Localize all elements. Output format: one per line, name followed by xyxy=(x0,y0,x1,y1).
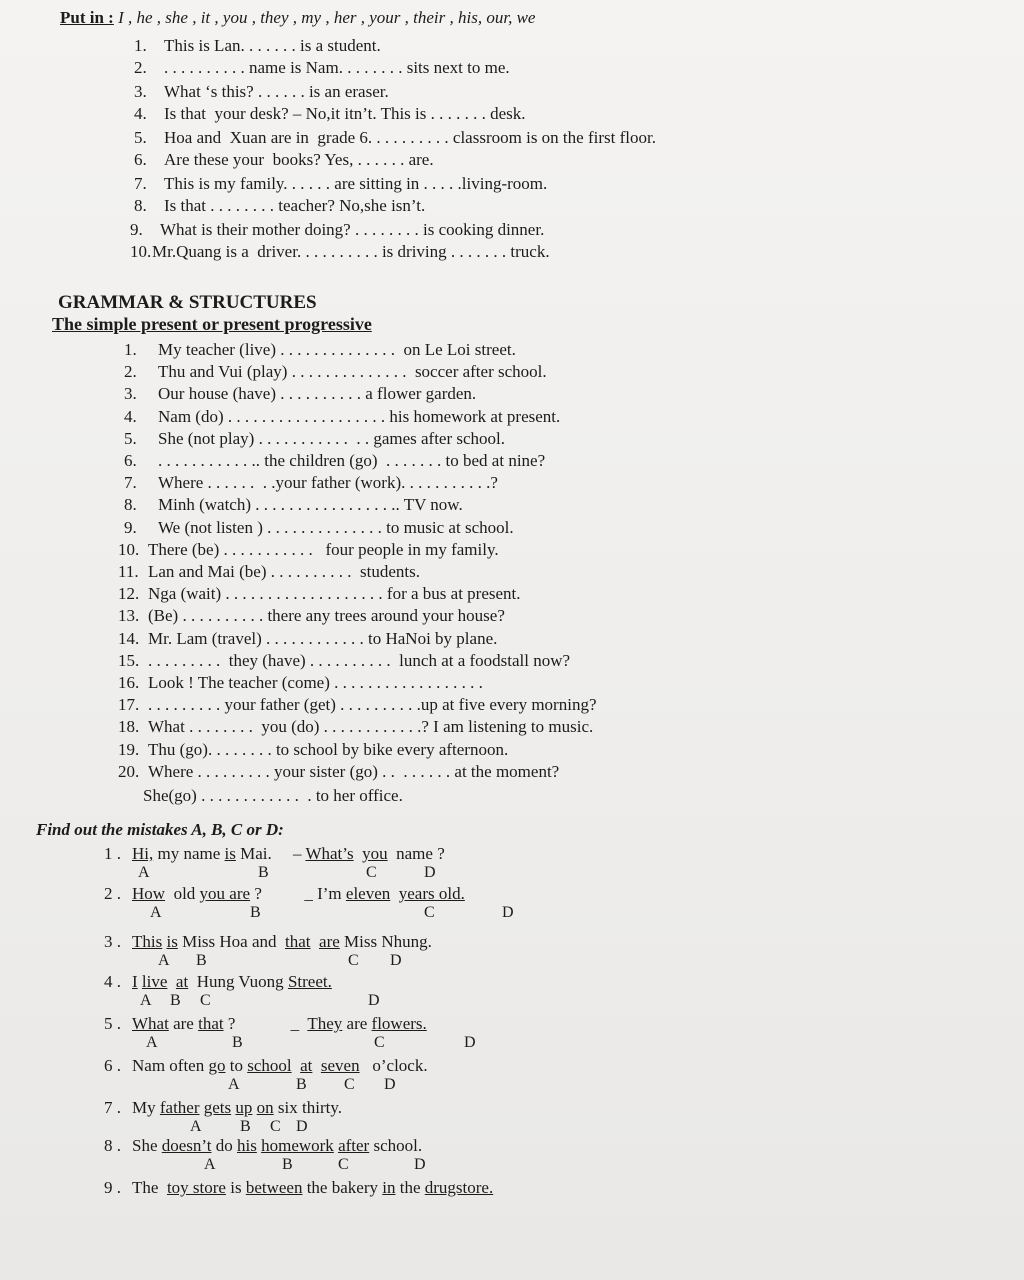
item-text: Hoa and Xuan are in grade 6. . . . . . . . . . classroom is on the first floor. xyxy=(164,128,656,147)
item-number: 7. xyxy=(134,174,147,193)
grammar-item xyxy=(124,429,505,449)
sentence-text: is xyxy=(225,1178,246,1197)
item-text: (Be) . . . . . . . . . . there any trees around your house? xyxy=(148,606,505,626)
underlined-option: drugstore. xyxy=(424,1178,494,1197)
sentence-text: The xyxy=(132,1178,167,1197)
item-text: Our house (have) . . . . . . . . . . a flower garden. xyxy=(158,384,477,404)
item-number: 3. xyxy=(124,384,137,404)
option-letter: B xyxy=(170,992,181,1009)
mistake-sentence xyxy=(104,1098,342,1118)
sentence-text xyxy=(311,932,320,951)
option-letter: A xyxy=(140,992,152,1009)
put-in-item xyxy=(134,36,381,56)
underlined-option: Street. xyxy=(287,972,332,991)
option-letter: D xyxy=(502,904,514,921)
item-number: 1 . xyxy=(104,844,121,863)
item-number: 7. xyxy=(124,473,137,493)
item-number: 8. xyxy=(134,196,147,215)
item-text: Where . . . . . . . . . your sister (go) . . . . . . . . at the moment? xyxy=(148,761,560,781)
sentence-text: my name xyxy=(153,844,225,863)
item-number: 9 . xyxy=(104,1178,121,1197)
option-letter: B xyxy=(196,952,207,969)
underlined-option: at xyxy=(300,1056,313,1075)
mistake-sentence xyxy=(104,932,432,952)
sentence-text: Hung Vuong xyxy=(188,972,288,991)
sentence-text: ? _ xyxy=(223,1014,308,1033)
underlined-option: at xyxy=(175,972,189,991)
underlined-option: his xyxy=(237,1136,257,1155)
sentence-text: do xyxy=(211,1136,237,1155)
option-letter: D xyxy=(296,1118,308,1135)
grammar-item xyxy=(118,651,570,671)
grammar-item xyxy=(118,673,483,693)
item-number: 11. xyxy=(118,562,139,581)
option-letter: C xyxy=(338,1156,349,1173)
item-text: Is that . . . . . . . . teacher? No,she isn’t. xyxy=(164,196,426,215)
item-number: 14. xyxy=(118,628,140,648)
item-number: 4 . xyxy=(104,972,121,991)
sentence-text: to xyxy=(225,1056,248,1075)
grammar-item-20-line2: She(go) . . . . . . . . . . . . . to her office. xyxy=(143,786,403,805)
option-letter: A xyxy=(138,864,150,881)
grammar-heading: GRAMMAR & STRUCTURES xyxy=(58,292,317,313)
put-in-item xyxy=(134,58,510,78)
underlined-option: that xyxy=(285,932,311,951)
sentence-text: name ? xyxy=(387,844,445,863)
option-letter: B xyxy=(240,1118,251,1135)
put-in-item xyxy=(134,174,547,194)
mistake-sentence xyxy=(104,844,445,864)
item-number: 1. xyxy=(124,340,137,359)
grammar-item xyxy=(118,629,497,649)
underlined-option: Hi, xyxy=(132,844,154,863)
item-text: My teacher (live) . . . . . . . . . . . . . . on Le Loi street. xyxy=(158,340,516,359)
underlined-option: after xyxy=(338,1136,370,1155)
underlined-option: doesn’t xyxy=(161,1136,212,1155)
item-number: 5. xyxy=(134,128,147,147)
sentence-text: Nam often xyxy=(132,1056,209,1075)
underlined-option: on xyxy=(256,1098,274,1117)
underlined-option: between xyxy=(245,1178,303,1197)
sentence-text: Miss Nhung. xyxy=(339,932,432,951)
underlined-option: toy store xyxy=(166,1178,226,1197)
item-text: Mr.Quang is a driver. . . . . . . . . . is driving . . . . . . . truck. xyxy=(152,242,550,261)
underlined-option: homework xyxy=(261,1136,334,1155)
sentence-text: are xyxy=(168,1014,199,1033)
item-number: 12. xyxy=(118,584,140,604)
sentence-text: Miss Hoa and xyxy=(177,932,286,951)
grammar-item xyxy=(124,518,514,538)
item-number: 1. xyxy=(134,36,147,55)
item-text: . . . . . . . . . . name is Nam. . . . . . . . sits next to me. xyxy=(164,58,510,77)
mistake-sentence xyxy=(104,1136,422,1156)
item-number: 20. xyxy=(118,761,140,781)
item-number: 16. xyxy=(118,673,140,692)
option-letter: D xyxy=(414,1156,426,1173)
underlined-option: What xyxy=(132,1014,169,1033)
item-text: This is Lan. . . . . . . is a student. xyxy=(164,36,381,55)
underlined-option: years old. xyxy=(398,884,465,903)
item-text: What ‘s this? . . . . . . is an eraser. xyxy=(164,82,389,101)
underlined-option: This xyxy=(132,932,163,951)
item-text: We (not listen ) . . . . . . . . . . . . . . to music at school. xyxy=(158,517,514,537)
item-text: Are these your books? Yes, . . . . . . are. xyxy=(164,150,434,169)
item-number: 6. xyxy=(134,150,147,169)
underlined-option: go xyxy=(208,1056,226,1075)
item-number: 5. xyxy=(124,428,137,448)
item-text: . . . . . . . . . . . .. the children (go) . . . . . . . to bed at nine? xyxy=(158,451,546,470)
item-text: She (not play) . . . . . . . . . . . . . games after school. xyxy=(158,428,506,448)
item-text: . . . . . . . . . they (have) . . . . . . . . . . lunch at a foodstall now? xyxy=(148,650,571,670)
item-number: 8. xyxy=(124,495,137,515)
item-number: 5 . xyxy=(104,1014,121,1033)
put-in-item xyxy=(134,82,389,102)
put-in-item xyxy=(134,128,656,148)
underlined-option: is xyxy=(224,844,236,863)
item-number: 10. xyxy=(118,539,140,559)
item-text: . . . . . . . . . your father (get) . . . . . . . . . .up at five every morning? xyxy=(148,695,597,715)
option-letter: A xyxy=(204,1156,216,1173)
grammar-item xyxy=(118,540,499,560)
put-in-item xyxy=(134,196,425,216)
underlined-option: What’s xyxy=(305,844,354,863)
sentence-text xyxy=(312,1056,321,1075)
sentence-text: She xyxy=(132,1136,162,1155)
item-text: There (be) . . . . . . . . . . . four people in my family. xyxy=(148,539,499,559)
item-number: 2. xyxy=(124,362,137,382)
put-in-heading: Put in : I , he , she , it , you , they , my , her , your , their , his, our, we xyxy=(60,8,536,27)
mistake-sentence xyxy=(104,1178,493,1198)
option-letter: C xyxy=(424,904,435,921)
item-number: 13. xyxy=(118,606,140,626)
put-in-item xyxy=(130,220,544,240)
underlined-option: flowers. xyxy=(371,1014,427,1033)
item-text: What . . . . . . . . you (do) . . . . . . . . . . . .? I am listening to music. xyxy=(148,717,594,737)
grammar-item xyxy=(118,762,559,782)
underlined-option: How xyxy=(132,884,166,903)
item-number: 4. xyxy=(134,104,147,123)
underlined-option: up xyxy=(235,1098,253,1117)
sentence-text xyxy=(354,844,363,863)
underlined-option: I xyxy=(132,972,138,991)
option-letter: C xyxy=(344,1076,355,1093)
option-letter: C xyxy=(366,864,377,881)
item-number: 6. xyxy=(124,451,137,470)
put-in-item xyxy=(134,150,434,170)
put-in-item xyxy=(130,242,550,262)
option-letter: C xyxy=(270,1118,281,1135)
sentence-text: Mai. – xyxy=(235,844,306,863)
underlined-option: They xyxy=(307,1014,343,1033)
option-letter: A xyxy=(158,952,170,969)
grammar-item xyxy=(118,740,508,760)
item-number: 18. xyxy=(118,717,140,737)
item-text: What is their mother doing? . . . . . . . . is cooking dinner. xyxy=(160,220,545,239)
grammar-item xyxy=(118,695,597,715)
underlined-option: you are xyxy=(199,884,251,903)
put-in-item xyxy=(134,104,526,124)
option-letter: C xyxy=(348,952,359,969)
sentence-text: school. xyxy=(369,1136,423,1155)
sentence-text xyxy=(292,1056,301,1075)
mistake-sentence xyxy=(104,1056,428,1076)
sentence-text: My xyxy=(132,1098,160,1117)
mistake-sentence xyxy=(104,884,465,904)
underlined-option: live xyxy=(141,972,168,991)
option-letter: A xyxy=(150,904,162,921)
item-text: Look ! The teacher (come) . . . . . . . . . . . . . . . . . . xyxy=(148,673,483,692)
underlined-option: eleven xyxy=(345,884,391,903)
sentence-text: the bakery xyxy=(302,1178,383,1197)
grammar-item xyxy=(124,340,516,360)
item-number: 8 . xyxy=(104,1136,121,1155)
underlined-option: is xyxy=(166,932,178,951)
item-number: 2 . xyxy=(104,884,121,903)
option-letter: B xyxy=(296,1076,307,1093)
item-number: 10. xyxy=(130,242,152,261)
mistake-sentence xyxy=(104,1014,427,1034)
option-letter: C xyxy=(200,992,211,1009)
option-letter: A xyxy=(146,1034,158,1051)
grammar-item xyxy=(124,473,498,493)
sentence-text xyxy=(390,884,399,903)
underlined-option: are xyxy=(319,932,340,951)
item-number: 3. xyxy=(134,82,147,101)
item-text: Thu and Vui (play) . . . . . . . . . . . . . . soccer after school. xyxy=(158,362,547,382)
sentence-text: o’clock. xyxy=(359,1056,428,1075)
underlined-option: gets xyxy=(203,1098,232,1117)
underlined-option: school xyxy=(247,1056,292,1075)
sentence-text: six thirty. xyxy=(273,1098,342,1117)
sentence-text: the xyxy=(395,1178,425,1197)
option-letter: B xyxy=(258,864,269,881)
item-number: 6 . xyxy=(104,1056,121,1075)
sentence-text: old xyxy=(165,884,200,903)
grammar-item xyxy=(124,451,545,471)
grammar-item xyxy=(124,384,476,404)
grammar-item xyxy=(118,606,505,626)
grammar-item xyxy=(118,562,420,582)
sentence-text xyxy=(167,972,176,991)
sentence-text: are xyxy=(342,1014,372,1033)
item-number: 9. xyxy=(130,220,143,239)
grammar-item xyxy=(124,407,560,427)
item-text: Lan and Mai (be) . . . . . . . . . . students. xyxy=(148,562,420,581)
item-number: 2. xyxy=(134,58,147,77)
item-text: This is my family. . . . . . are sitting in . . . . .living-room. xyxy=(164,174,548,193)
item-text: Thu (go). . . . . . . . to school by bike every afternoon. xyxy=(148,739,509,759)
option-letter: D xyxy=(384,1076,396,1093)
item-text: Is that your desk? – No,it itn’t. This is . . . . . . . desk. xyxy=(164,104,526,123)
item-number: 19. xyxy=(118,739,140,759)
grammar-subheading: The simple present or present progressive xyxy=(52,314,372,334)
grammar-item xyxy=(124,362,547,382)
option-letter: B xyxy=(282,1156,293,1173)
grammar-item xyxy=(118,717,593,737)
option-letter: A xyxy=(228,1076,240,1093)
item-number: 15. xyxy=(118,650,140,670)
underlined-option: seven xyxy=(320,1056,360,1075)
underlined-option: father xyxy=(159,1098,200,1117)
underlined-option: in xyxy=(382,1178,396,1197)
item-number: 3 . xyxy=(104,932,121,951)
option-letter: B xyxy=(250,904,261,921)
mistakes-heading: Find out the mistakes A, B, C or D: xyxy=(36,820,284,839)
item-text: Mr. Lam (travel) . . . . . . . . . . . . to HaNoi by plane. xyxy=(148,628,498,648)
option-letter: D xyxy=(424,864,436,881)
option-letter: D xyxy=(390,952,402,969)
grammar-item xyxy=(124,495,463,515)
option-letter: D xyxy=(464,1034,476,1051)
option-letter: B xyxy=(232,1034,243,1051)
option-letter: C xyxy=(374,1034,385,1051)
item-number: 4. xyxy=(124,406,137,426)
grammar-item xyxy=(118,584,521,604)
underlined-option: that xyxy=(198,1014,224,1033)
item-text: Nam (do) . . . . . . . . . . . . . . . . . . . his homework at present. xyxy=(158,406,561,426)
item-number: 9. xyxy=(124,517,137,537)
sentence-text: ? _ I’m xyxy=(250,884,346,903)
item-number: 7 . xyxy=(104,1098,121,1117)
mistake-sentence xyxy=(104,972,332,992)
option-letter: D xyxy=(368,992,380,1009)
underlined-option: you xyxy=(362,844,388,863)
item-text: Where . . . . . . . .your father (work). . . . . . . . . . .? xyxy=(158,473,498,493)
item-text: Nga (wait) . . . . . . . . . . . . . . . . . . . for a bus at present. xyxy=(148,584,521,604)
option-letter: A xyxy=(190,1118,202,1135)
item-text: Minh (watch) . . . . . . . . . . . . . . . . .. TV now. xyxy=(158,495,463,515)
item-number: 17. xyxy=(118,695,140,715)
